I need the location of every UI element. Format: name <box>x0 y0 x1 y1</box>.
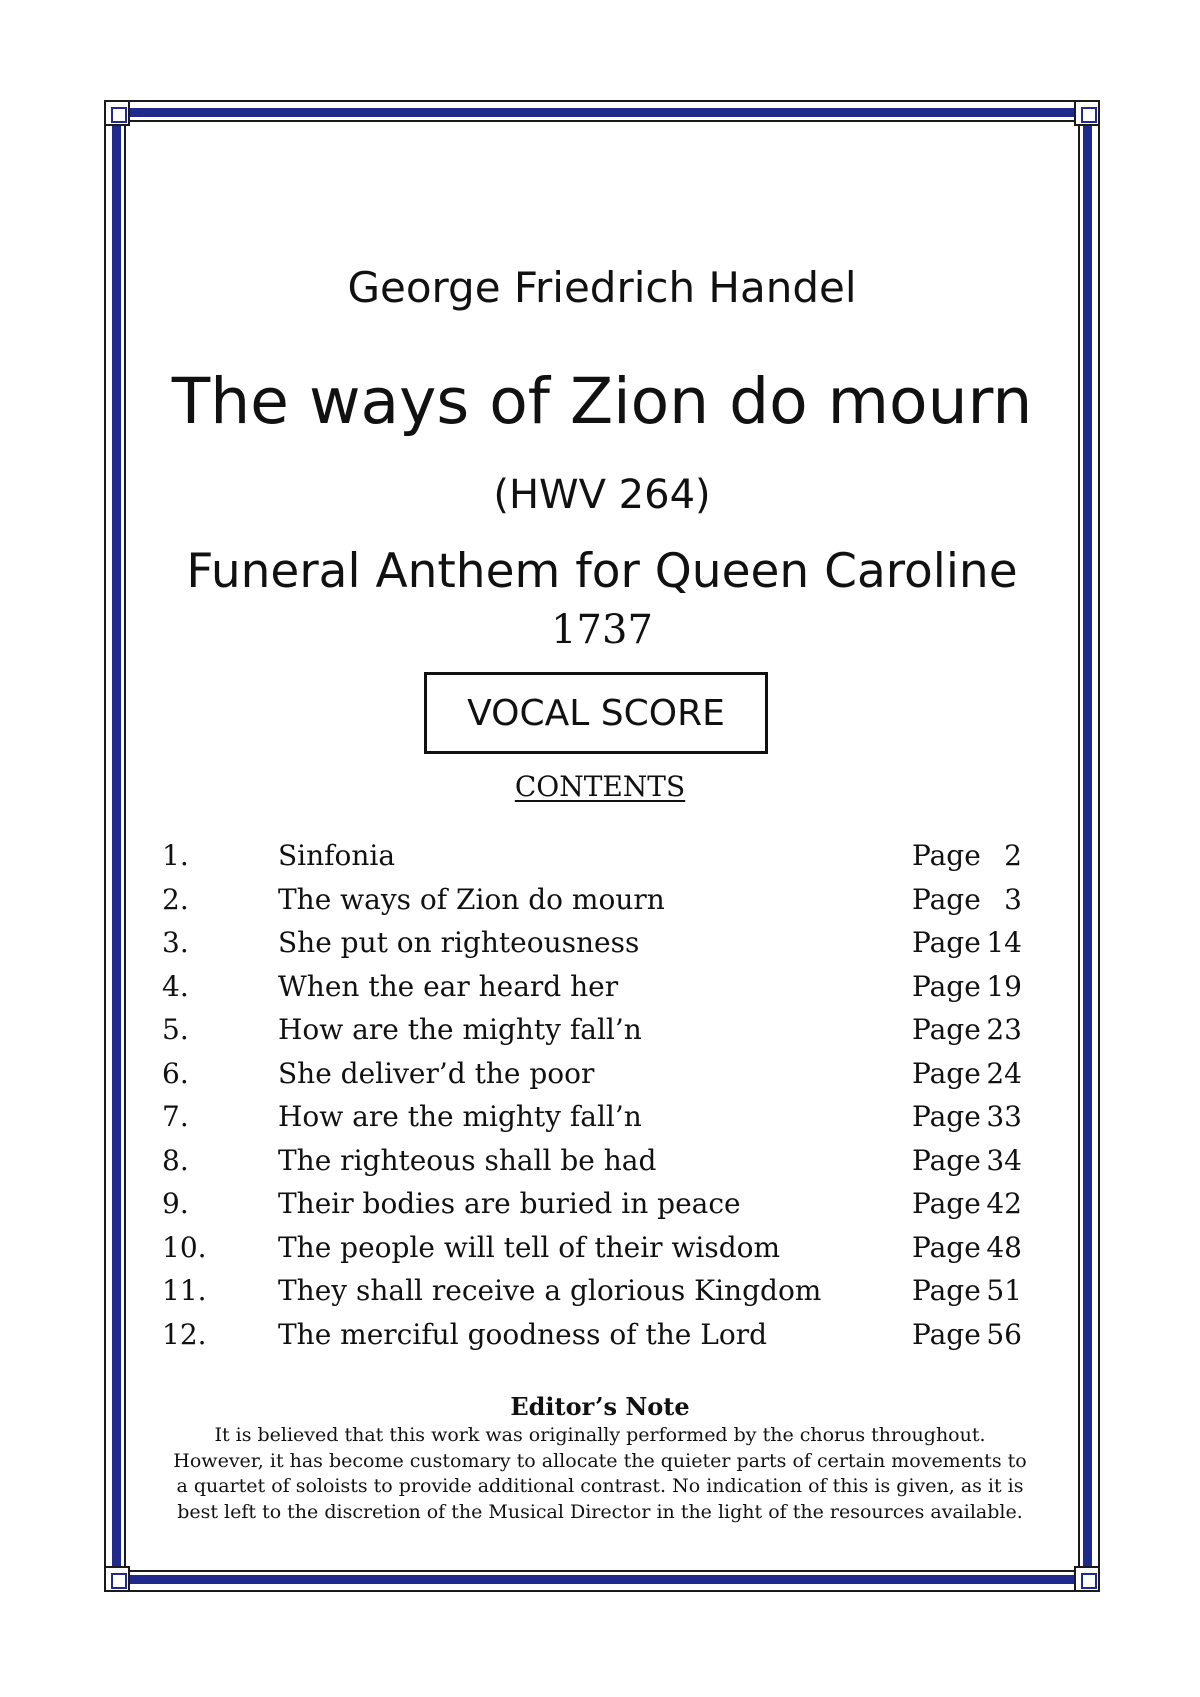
item-title: The ways of Zion do mourn <box>278 882 665 916</box>
item-number: 9. <box>162 1187 189 1220</box>
contents-item <box>162 1052 1042 1096</box>
page-number: 2 <box>1004 839 1022 872</box>
page-word: Page <box>912 1274 981 1307</box>
item-title: She deliver’d the poor <box>278 1056 595 1090</box>
frame-corner-ornament <box>1074 1566 1100 1592</box>
item-title: The merciful goodness of the Lord <box>278 1317 768 1351</box>
contents-item <box>162 878 1042 922</box>
page-number: 23 <box>986 1013 1022 1046</box>
work-title: The ways of Zion do mourn <box>171 365 1033 438</box>
contents-item <box>162 1182 1042 1226</box>
page-number: 19 <box>986 969 1022 1003</box>
contents-item <box>162 834 1042 878</box>
score-type-box <box>424 672 768 754</box>
page-number: 24 <box>986 1056 1022 1090</box>
composition-year: 1737 <box>551 607 653 653</box>
item-title: Their bodies are buried in peace <box>278 1187 741 1220</box>
composer-name: George Friedrich Handel <box>347 263 857 312</box>
editors-note-line: It is believed that this work was originally performed by the chorus throughout. <box>214 1424 986 1446</box>
contents-item <box>162 1139 1042 1183</box>
contents-item <box>162 1095 1042 1139</box>
page-word: Page <box>912 926 981 959</box>
page-word: Page <box>912 1056 981 1090</box>
item-title: How are the mighty fall’n <box>278 1013 642 1046</box>
page-number: 34 <box>986 1143 1022 1177</box>
item-number: 8. <box>162 1143 189 1177</box>
work-subtitle: Funeral Anthem for Queen Caroline <box>186 544 1018 599</box>
page-number: 48 <box>986 1230 1022 1264</box>
item-title: Sinfonia <box>278 839 396 872</box>
editors-note-body <box>160 1423 1040 1525</box>
item-title: How are the mighty fall’n <box>278 1100 642 1133</box>
frame-corner-ornament <box>104 1566 130 1592</box>
page-word: Page <box>912 1143 981 1177</box>
item-number: 12. <box>162 1317 207 1351</box>
item-number: 10. <box>162 1230 207 1264</box>
editors-note-line: best left to the discretion of the Musical Director in the light of the resources available. <box>177 1500 1023 1523</box>
item-title: She put on righteousness <box>278 926 640 959</box>
item-number: 11. <box>162 1274 207 1307</box>
item-number: 1. <box>162 839 189 872</box>
page-word: Page <box>912 1187 981 1220</box>
contents-heading: CONTENTS <box>514 770 686 803</box>
contents-item <box>162 1269 1042 1313</box>
page-word: Page <box>912 1013 981 1046</box>
page-number: 33 <box>986 1100 1022 1133</box>
item-number: 2. <box>162 882 189 916</box>
item-number: 5. <box>162 1013 189 1046</box>
contents-item <box>162 1226 1042 1270</box>
editors-note-line: However, it has become customary to allocate the quieter parts of certain movements to <box>173 1449 1027 1472</box>
score-type-label: VOCAL SCORE <box>467 692 725 734</box>
contents-list <box>162 834 1042 1356</box>
item-number: 6. <box>162 1056 189 1090</box>
item-title: The righteous shall be had <box>278 1143 657 1177</box>
page-word: Page <box>912 1100 981 1133</box>
page-number: 42 <box>986 1187 1022 1220</box>
page-number: 14 <box>986 926 1022 959</box>
page-word: Page <box>912 969 981 1003</box>
contents-item <box>162 965 1042 1009</box>
page-number: 3 <box>1004 882 1022 916</box>
page-word: Page <box>912 1230 981 1264</box>
editors-note-line: a quartet of soloists to provide additional contrast. No indication of this is given, as it is <box>176 1475 1024 1497</box>
item-title: They shall receive a glorious Kingdom <box>278 1274 822 1307</box>
page-word: Page <box>912 839 981 872</box>
item-number: 7. <box>162 1100 189 1133</box>
editors-note-heading: Editor’s Note <box>510 1392 690 1421</box>
page-word: Page <box>912 1317 981 1351</box>
item-title: When the ear heard her <box>278 969 619 1003</box>
page-number: 56 <box>986 1317 1022 1351</box>
contents-item <box>162 1313 1042 1357</box>
item-number: 3. <box>162 926 189 959</box>
item-number: 4. <box>162 969 189 1003</box>
contents-item <box>162 1008 1042 1052</box>
frame-corner-ornament <box>104 100 130 126</box>
page-number: 51 <box>986 1274 1022 1307</box>
frame-corner-ornament <box>1074 100 1100 126</box>
catalog-number: (HWV 264) <box>493 472 711 518</box>
contents-item <box>162 921 1042 965</box>
item-title: The people will tell of their wisdom <box>278 1230 781 1264</box>
page-word: Page <box>912 882 981 916</box>
